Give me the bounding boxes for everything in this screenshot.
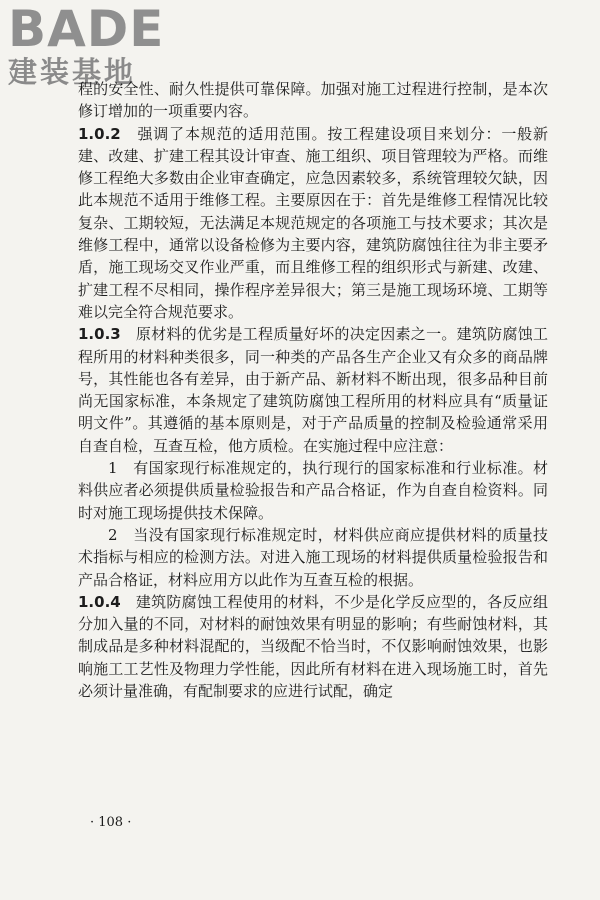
clause-1-0-2: [78, 123, 548, 324]
paragraph-text: 2 当没有国家现行标准规定时，材料供应商应提供材料的质量技术指标与相应的检测方法。对进入施工现场的材料提供质量检验报告和产品合格证，材料应用方以此作为互查互检的根据。: [78, 525, 548, 589]
paragraph-text: 1 有国家现行标准规定的，执行现行的国家标准和行业标准。材料供应者必须提供质量检验报告和产品合格证，作为自查自检资料。同时对施工现场提供技术保障。: [78, 459, 548, 522]
page-number: · 108 ·: [90, 815, 132, 830]
clause-number: 1.0.4: [78, 592, 121, 611]
paragraph-text: 建筑防腐蚀工程使用的材料，不少是化学反应型的，各反应组分加入量的不同，对材料的耐蚀效果有明显的影响；有些耐蚀材料，其制成品是多种材料混配的，当级配不恰当时，不仅影响耐蚀效果，也影响施工工艺性及物理力学性能，因此所有材料在进入现场施工时，首先必须计量准确，有配制要求的应进行试配，确定: [78, 592, 548, 701]
clause-1-0-3: [78, 323, 548, 457]
list-item-2: [78, 524, 548, 591]
paragraph-text: 原材料的优劣是工程质量好坏的决定因素之一。建筑防腐蚀工程所用的材料种类很多，同一种类的产品各生产企业又有众多的商品牌号，其性能也各有差异，由于新产品、新材料不断出现，很多品种目前尚无国家标准，本条规定了建筑防腐蚀工程所用的材料应具有“质量证明文件”。其遵循的基本原则是，对于产品质量的控制及检验通常采用自查自检，互查互检，他方质检。在实施过程中应注意：: [78, 325, 548, 455]
clause-1-0-4: [78, 591, 548, 702]
paragraph-text: 强调了本规范的适用范围。按工程建设项目来划分：一般新建、改建、扩建工程其设计审查、施工组织、项目管理较为严格。而维修工程绝大多数由企业审查确定，应急因素较多，系统管理较欠缺，因此本规范不适用于维修工程。主要原因在于：首先是维修工程情况比较复杂、工期较短，无法满足本规范规定的各项施工与技术要求；其次是维修工程中，通常以设备检修为主要内容，建筑防腐蚀往往为非主要矛盾，施工现场交叉作业严重，而且维修工程的组织形式与新建、改建、扩建工程不尽相同，操作程序差异很大；第三是施工现场环境、工期等难以完全符合规范要求。: [78, 124, 548, 321]
watermark-brand: BADE: [8, 0, 165, 58]
clause-number: 1.0.2: [78, 124, 121, 143]
clause-number: 1.0.3: [78, 325, 121, 344]
watermark-subtitle: 建装基地: [8, 55, 137, 89]
paragraph-continuation: [78, 78, 548, 123]
document-body: [78, 78, 548, 702]
paragraph-text: 程的安全性、耐久性提供可靠保障。加强对施工过程进行控制，是本次修订增加的一项重要内容。: [78, 80, 548, 121]
list-item-1: [78, 457, 548, 524]
